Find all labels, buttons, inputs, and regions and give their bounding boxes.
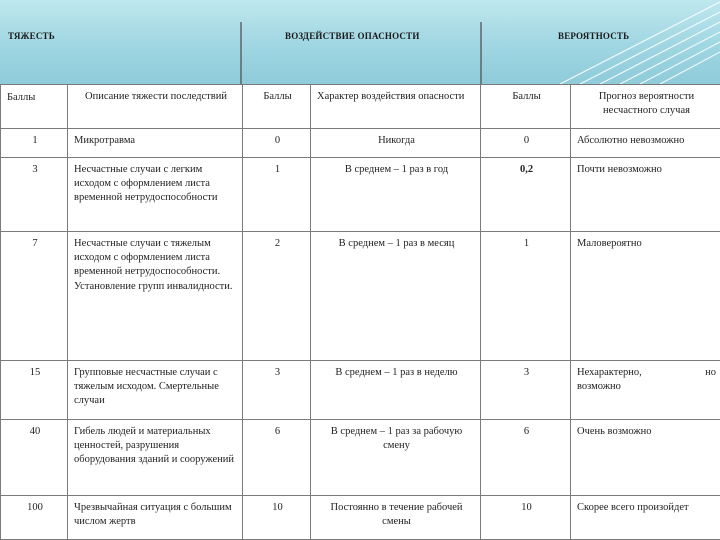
probability-desc-part: возможно xyxy=(577,381,621,393)
impact-score: 2 xyxy=(243,232,311,361)
header-band xyxy=(0,0,720,84)
probability-score: 10 xyxy=(481,496,571,540)
probability-header: ВЕРОЯТНОСТЬ xyxy=(558,31,630,41)
probability-desc: Скорее всего произойдет xyxy=(571,496,720,540)
severity-desc: Несчастные случаи с легким исходом с оформлением листа временной нетрудоспособности xyxy=(68,158,243,232)
col-score-probability: Баллы xyxy=(481,85,571,129)
severity-score: 40 xyxy=(1,420,68,496)
probability-desc xyxy=(571,361,720,420)
severity-desc: Микротравма xyxy=(68,129,243,158)
severity-desc: Групповые несчастные случаи с тяжелым исходом. Смертельные случаи xyxy=(68,361,243,420)
severity-score: 3 xyxy=(1,158,68,232)
probability-desc-part: Нехарактерно, xyxy=(577,367,642,378)
impact-score: 6 xyxy=(243,420,311,496)
col-score-severity: Баллы xyxy=(1,85,68,129)
header-decoration xyxy=(0,0,720,84)
severity-score: 100 xyxy=(1,496,68,540)
impact-desc: В среднем – 1 раз в год xyxy=(311,158,481,232)
table-row xyxy=(1,420,720,496)
severity-desc: Несчастные случаи с тяжелым исходом с оформлением листа временной нетрудоспособности. Установление групп инвалидности. xyxy=(68,232,243,361)
severity-score: 7 xyxy=(1,232,68,361)
probability-score: 1 xyxy=(481,232,571,361)
risk-table xyxy=(0,84,720,540)
probability-desc-part: но xyxy=(705,367,716,378)
table-row xyxy=(1,158,720,232)
probability-desc: Почти невозможно xyxy=(571,158,720,232)
impact-desc: Постоянно в течение рабочей смены xyxy=(311,496,481,540)
probability-desc: Очень возможно xyxy=(571,420,720,496)
probability-score: 3 xyxy=(481,361,571,420)
impact-score: 3 xyxy=(243,361,311,420)
severity-score: 15 xyxy=(1,361,68,420)
probability-desc: Абсолютно невозможно xyxy=(571,129,720,158)
impact-score: 10 xyxy=(243,496,311,540)
table-row xyxy=(1,496,720,540)
col-severity-desc: Описание тяжести последствий xyxy=(68,85,243,129)
col-probability-desc: Прогноз вероятности несчастного случая xyxy=(571,85,720,129)
col-impact-desc: Характер воздействия опасности xyxy=(311,85,481,129)
impact-score: 0 xyxy=(243,129,311,158)
impact-header: ВОЗДЕЙСТВИЕ ОПАСНОСТИ xyxy=(285,31,420,41)
col-score-impact: Баллы xyxy=(243,85,311,129)
table-row xyxy=(1,232,720,361)
probability-score: 0 xyxy=(481,129,571,158)
probability-score: 6 xyxy=(481,420,571,496)
impact-desc: Никогда xyxy=(311,129,481,158)
table-row xyxy=(1,361,720,420)
impact-desc: В среднем – 1 раз за рабочую смену xyxy=(311,420,481,496)
severity-desc: Чрезвычайная ситуация с большим числом жертв xyxy=(68,496,243,540)
table-row xyxy=(1,129,720,158)
impact-desc: В среднем – 1 раз в месяц xyxy=(311,232,481,361)
probability-desc: Маловероятно xyxy=(571,232,720,361)
column-header-row xyxy=(1,85,720,129)
severity-header: ТЯЖЕСТЬ xyxy=(8,31,55,41)
impact-desc: В среднем – 1 раз в неделю xyxy=(311,361,481,420)
probability-score: 0,2 xyxy=(481,158,571,232)
impact-score: 1 xyxy=(243,158,311,232)
severity-desc: Гибель людей и материальных ценностей, разрушения оборудования зданий и сооружений xyxy=(68,420,243,496)
severity-score: 1 xyxy=(1,129,68,158)
